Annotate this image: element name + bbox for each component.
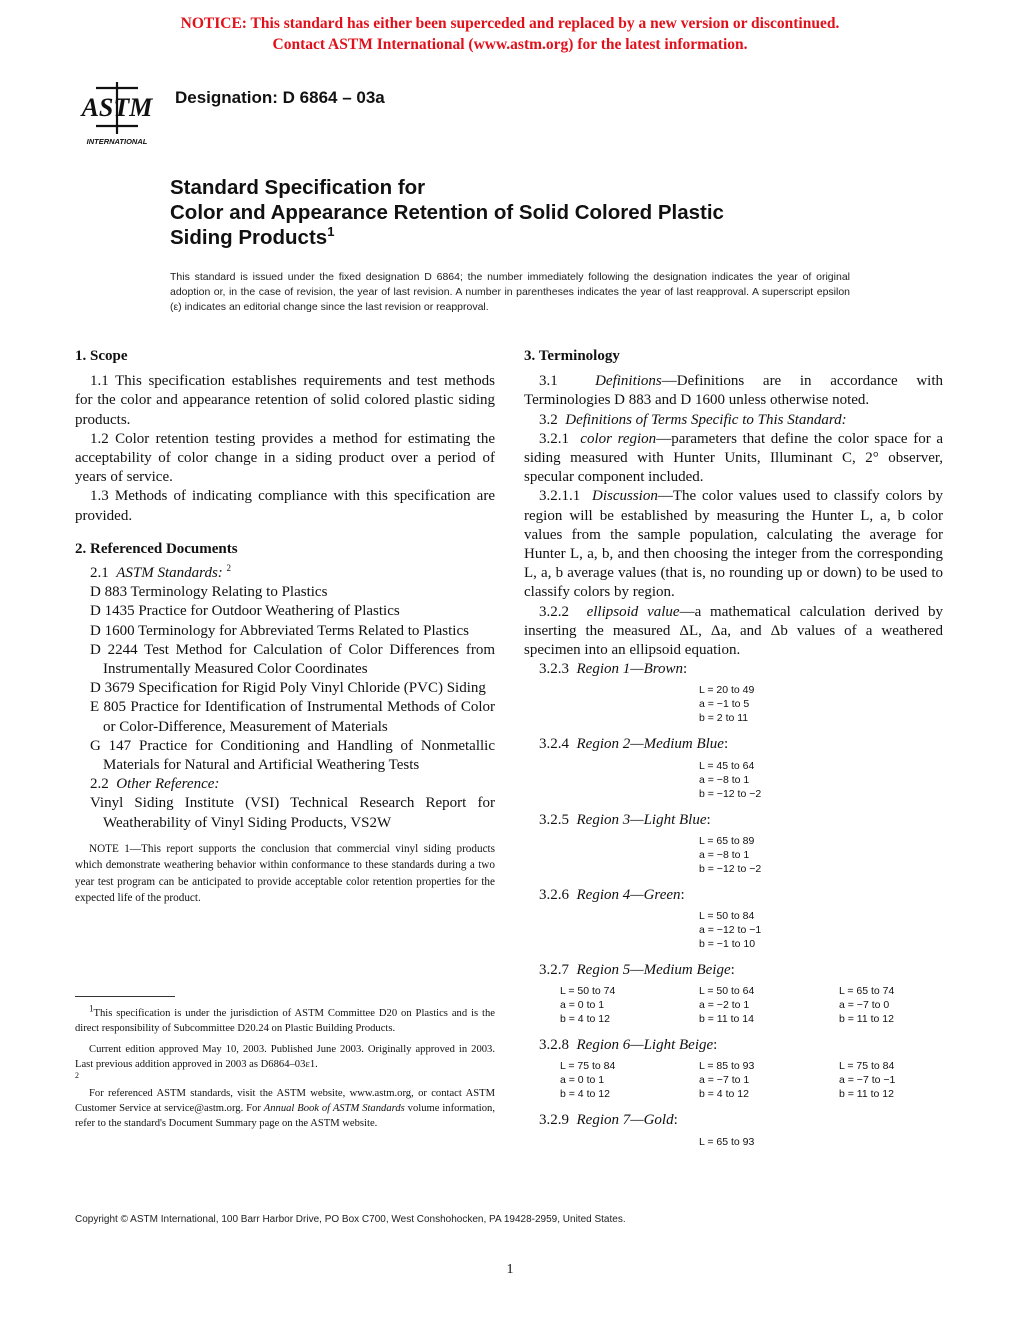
ref-item: D 1435 Practice for Outdoor Weathering of Plastics bbox=[90, 603, 400, 620]
ref-item: E 805 Practice for Identification of Instrumental Methods of Color or Color-Difference, Measurement of Materials bbox=[90, 699, 495, 735]
term-3-1: 3.1 Definitions—Definitions are in accordance with Terminologies D 883 and D 1600 unless otherwise noted. bbox=[524, 373, 943, 409]
region-value: a = −7 to 0 bbox=[839, 999, 890, 1012]
svg-text:INTERNATIONAL: INTERNATIONAL bbox=[86, 137, 148, 146]
footnote-2-mark: 2 bbox=[75, 1071, 79, 1080]
region-value: L = 20 to 49 bbox=[699, 684, 755, 697]
ref-item: D 883 Terminology Relating to Plastics bbox=[90, 584, 328, 601]
refs-list bbox=[75, 583, 495, 775]
left-column bbox=[75, 347, 495, 907]
region-value: a = −1 to 5 bbox=[699, 698, 750, 711]
copyright: Copyright © ASTM International, 100 Barr Harbor Drive, PO Box C700, West Conshohocken, PA 19428-2959, United States. bbox=[75, 1214, 626, 1225]
notice-line-2: Contact ASTM International (www.astm.org) for the latest information. bbox=[272, 36, 748, 53]
region-values bbox=[699, 683, 754, 725]
region-value: L = 75 to 84 bbox=[839, 1060, 895, 1073]
region-heading: 3.2.7 Region 5—Medium Beige: bbox=[539, 962, 735, 979]
region-value: L = 65 to 89 bbox=[699, 834, 755, 847]
region-values bbox=[699, 834, 761, 876]
region-heading: 3.2.6 Region 4—Green: bbox=[539, 886, 685, 903]
region-values bbox=[560, 1059, 615, 1101]
region-value: b = 2 to 11 bbox=[699, 712, 749, 725]
scope-1-2: 1.2 Color retention testing provides a method for estimating the acceptability of color change in a siding product over a period of years of service. bbox=[75, 430, 495, 486]
region-value: b = 4 to 12 bbox=[560, 1013, 610, 1026]
region-value: b = −12 to −2 bbox=[699, 862, 762, 875]
region-value: a = −7 to −1 bbox=[839, 1074, 896, 1087]
color-region bbox=[524, 811, 943, 886]
color-region bbox=[524, 1111, 943, 1158]
ref-item: D 3679 Specification for Rigid Poly Vinyl Chloride (PVC) Siding bbox=[90, 680, 486, 697]
region-value: b = 11 to 14 bbox=[699, 1013, 754, 1026]
color-region bbox=[524, 961, 943, 1036]
region-value: L = 65 to 93 bbox=[699, 1135, 755, 1148]
region-list bbox=[524, 660, 943, 1158]
intro-paragraph: This standard is issued under the fixed designation D 6864; the number immediately following the designation indicates the year of original adoption or, in the case of revision, the year of last revision. A number in parentheses indicates the year of last reapproval. A superscript epsilon (ε) indicates an editorial change since the last revision or reapproval. bbox=[170, 271, 850, 313]
footnote-1: $^1$This specification is under the jurisdiction of ASTM Committee D20 on Plastics and is the direct responsibility of Subcommittee D20.24 on Plastic Building Products. bbox=[75, 1003, 495, 1034]
region-values bbox=[699, 1135, 754, 1149]
region-value: a = 0 to 1 bbox=[560, 1074, 605, 1087]
region-value: L = 50 to 84 bbox=[699, 910, 755, 923]
refs-sub-2: 2.2 Other Reference: bbox=[90, 776, 220, 793]
page-number: 1 bbox=[506, 1262, 514, 1277]
title-line-2: Color and Appearance Retention of Solid Colored Plastic bbox=[170, 201, 724, 224]
region-value: L = 50 to 74 bbox=[560, 985, 616, 998]
term-3-2-1: 3.2.1 color region—parameters that define the color space for a siding measured with Hunter Units, Illuminant C, 2° observer, specular component included. bbox=[524, 430, 943, 486]
color-region bbox=[524, 660, 943, 735]
scope-1-1: 1.1 This specification establishes requirements and test methods for the color and appearance retention of solid colored plastic siding products. bbox=[75, 373, 495, 428]
region-value: b = −1 to 10 bbox=[699, 938, 756, 951]
title-line-1: Standard Specification for bbox=[170, 176, 426, 199]
color-region bbox=[524, 886, 943, 961]
region-value: L = 65 to 74 bbox=[839, 985, 895, 998]
region-heading: 3.2.8 Region 6—Light Beige: bbox=[539, 1037, 718, 1054]
svg-text:ASTM: ASTM bbox=[81, 93, 153, 122]
region-values bbox=[699, 759, 761, 801]
region-value: b = 11 to 12 bbox=[839, 1013, 894, 1026]
region-value: L = 45 to 64 bbox=[699, 759, 755, 772]
region-value: b = 4 to 12 bbox=[699, 1088, 749, 1101]
ref-item: G 147 Practice for Conditioning and Handling of Nonmetallic Materials for Natural and Artificial Weathering Tests bbox=[90, 737, 495, 774]
footnote-rule bbox=[75, 996, 175, 997]
note-1: NOTE 1—This report supports the conclusion that commercial vinyl siding products which demonstrate weathering behavior within conformance to these standards during a two year test program can be anticipated to provide acceptable color retention properties for the expected life of the product. bbox=[75, 842, 495, 905]
designation: Designation: D 6864 – 03a bbox=[175, 88, 385, 107]
region-heading: 3.2.9 Region 7—Gold: bbox=[539, 1112, 678, 1129]
right-column bbox=[524, 347, 943, 1159]
region-value: b = 11 to 12 bbox=[839, 1088, 894, 1101]
color-region bbox=[524, 735, 943, 810]
region-value: a = −8 to 1 bbox=[699, 848, 750, 861]
footnotes bbox=[75, 1003, 495, 1131]
title-footnote-ref: 1 bbox=[327, 224, 335, 240]
region-value: b = 4 to 12 bbox=[560, 1088, 610, 1101]
footnote-1-edition: Current edition approved May 10, 2003. Published June 2003. Originally approved in 2003. Last previous addition approved in 2003 as D6864–03ε1. bbox=[75, 1044, 495, 1070]
ref-item: D 1600 Terminology for Abbreviated Terms Related to Plastics bbox=[90, 622, 469, 639]
title-line-3: Siding Products bbox=[170, 226, 328, 249]
footnote-2: For referenced ASTM standards, visit the ASTM website, www.astm.org, or contact ASTM Customer Service at service@astm.org. For Annual Book of ASTM Standards volume information, refer to the standard's Document Summary page on the ASTM website. bbox=[75, 1088, 495, 1129]
term-3-2-2: 3.2.2 ellipsoid value—a mathematical calculation derived by inserting the measured ΔL, Δa, and Δb values of a weathered specimen into an ellipsoid equation. bbox=[524, 603, 943, 659]
refs-sub-1: 2.1 ASTM Standards: $^2$ bbox=[90, 563, 232, 582]
region-heading: 3.2.4 Region 2—Medium Blue: bbox=[539, 736, 729, 753]
region-value: b = −12 to −2 bbox=[699, 787, 762, 800]
document-title bbox=[170, 175, 724, 250]
region-values bbox=[839, 1059, 895, 1101]
region-value: a = 0 to 1 bbox=[560, 999, 605, 1012]
scope-1-3: 1.3 Methods of indicating compliance with this specification are provided. bbox=[75, 488, 495, 524]
region-value: L = 85 to 93 bbox=[699, 1060, 755, 1073]
region-heading: 3.2.5 Region 3—Light Blue: bbox=[539, 811, 711, 828]
astm-logo bbox=[74, 78, 160, 148]
refs-other: Vinyl Siding Institute (VSI) Technical Research Report for Weatherability of Vinyl Siding Products, VS2W bbox=[90, 795, 495, 831]
region-value: L = 50 to 64 bbox=[699, 985, 755, 998]
region-values bbox=[839, 984, 894, 1026]
region-values bbox=[699, 909, 761, 951]
region-value: L = 75 to 84 bbox=[560, 1060, 616, 1073]
region-value: a = −7 to 1 bbox=[699, 1074, 750, 1087]
region-value: a = −8 to 1 bbox=[699, 773, 750, 786]
region-values bbox=[560, 984, 615, 1026]
terminology-heading: 3. Terminology bbox=[524, 348, 620, 364]
region-heading: 3.2.3 Region 1—Brown: bbox=[539, 661, 688, 678]
term-3-2-1-1: 3.2.1.1 Discussion—The color values used to classify colors by region will be established by measuring the Hunter L, a, b color values from the sample population, calculating the average for Hunter L, a, b, and then choosing the integer from the corresponding L, a, b average values (that is, no rounding up or down) to be used to classify colors by region. bbox=[524, 488, 943, 601]
term-3-2: 3.2 Definitions of Terms Specific to This Standard: bbox=[539, 411, 847, 428]
notice-line-1: NOTICE: This standard has either been superceded and replaced by a new version or discontinued. bbox=[180, 15, 840, 32]
ref-item: D 2244 Test Method for Calculation of Color Differences from Instrumentally Measured Color Coordinates bbox=[90, 641, 495, 678]
color-region bbox=[524, 1036, 943, 1111]
region-values bbox=[699, 984, 754, 1026]
region-value: a = −2 to 1 bbox=[699, 999, 750, 1012]
region-values bbox=[699, 1059, 754, 1101]
region-value: a = −12 to −1 bbox=[699, 924, 762, 937]
scope-heading: 1. Scope bbox=[75, 348, 128, 364]
refs-heading: 2. Referenced Documents bbox=[75, 540, 238, 557]
